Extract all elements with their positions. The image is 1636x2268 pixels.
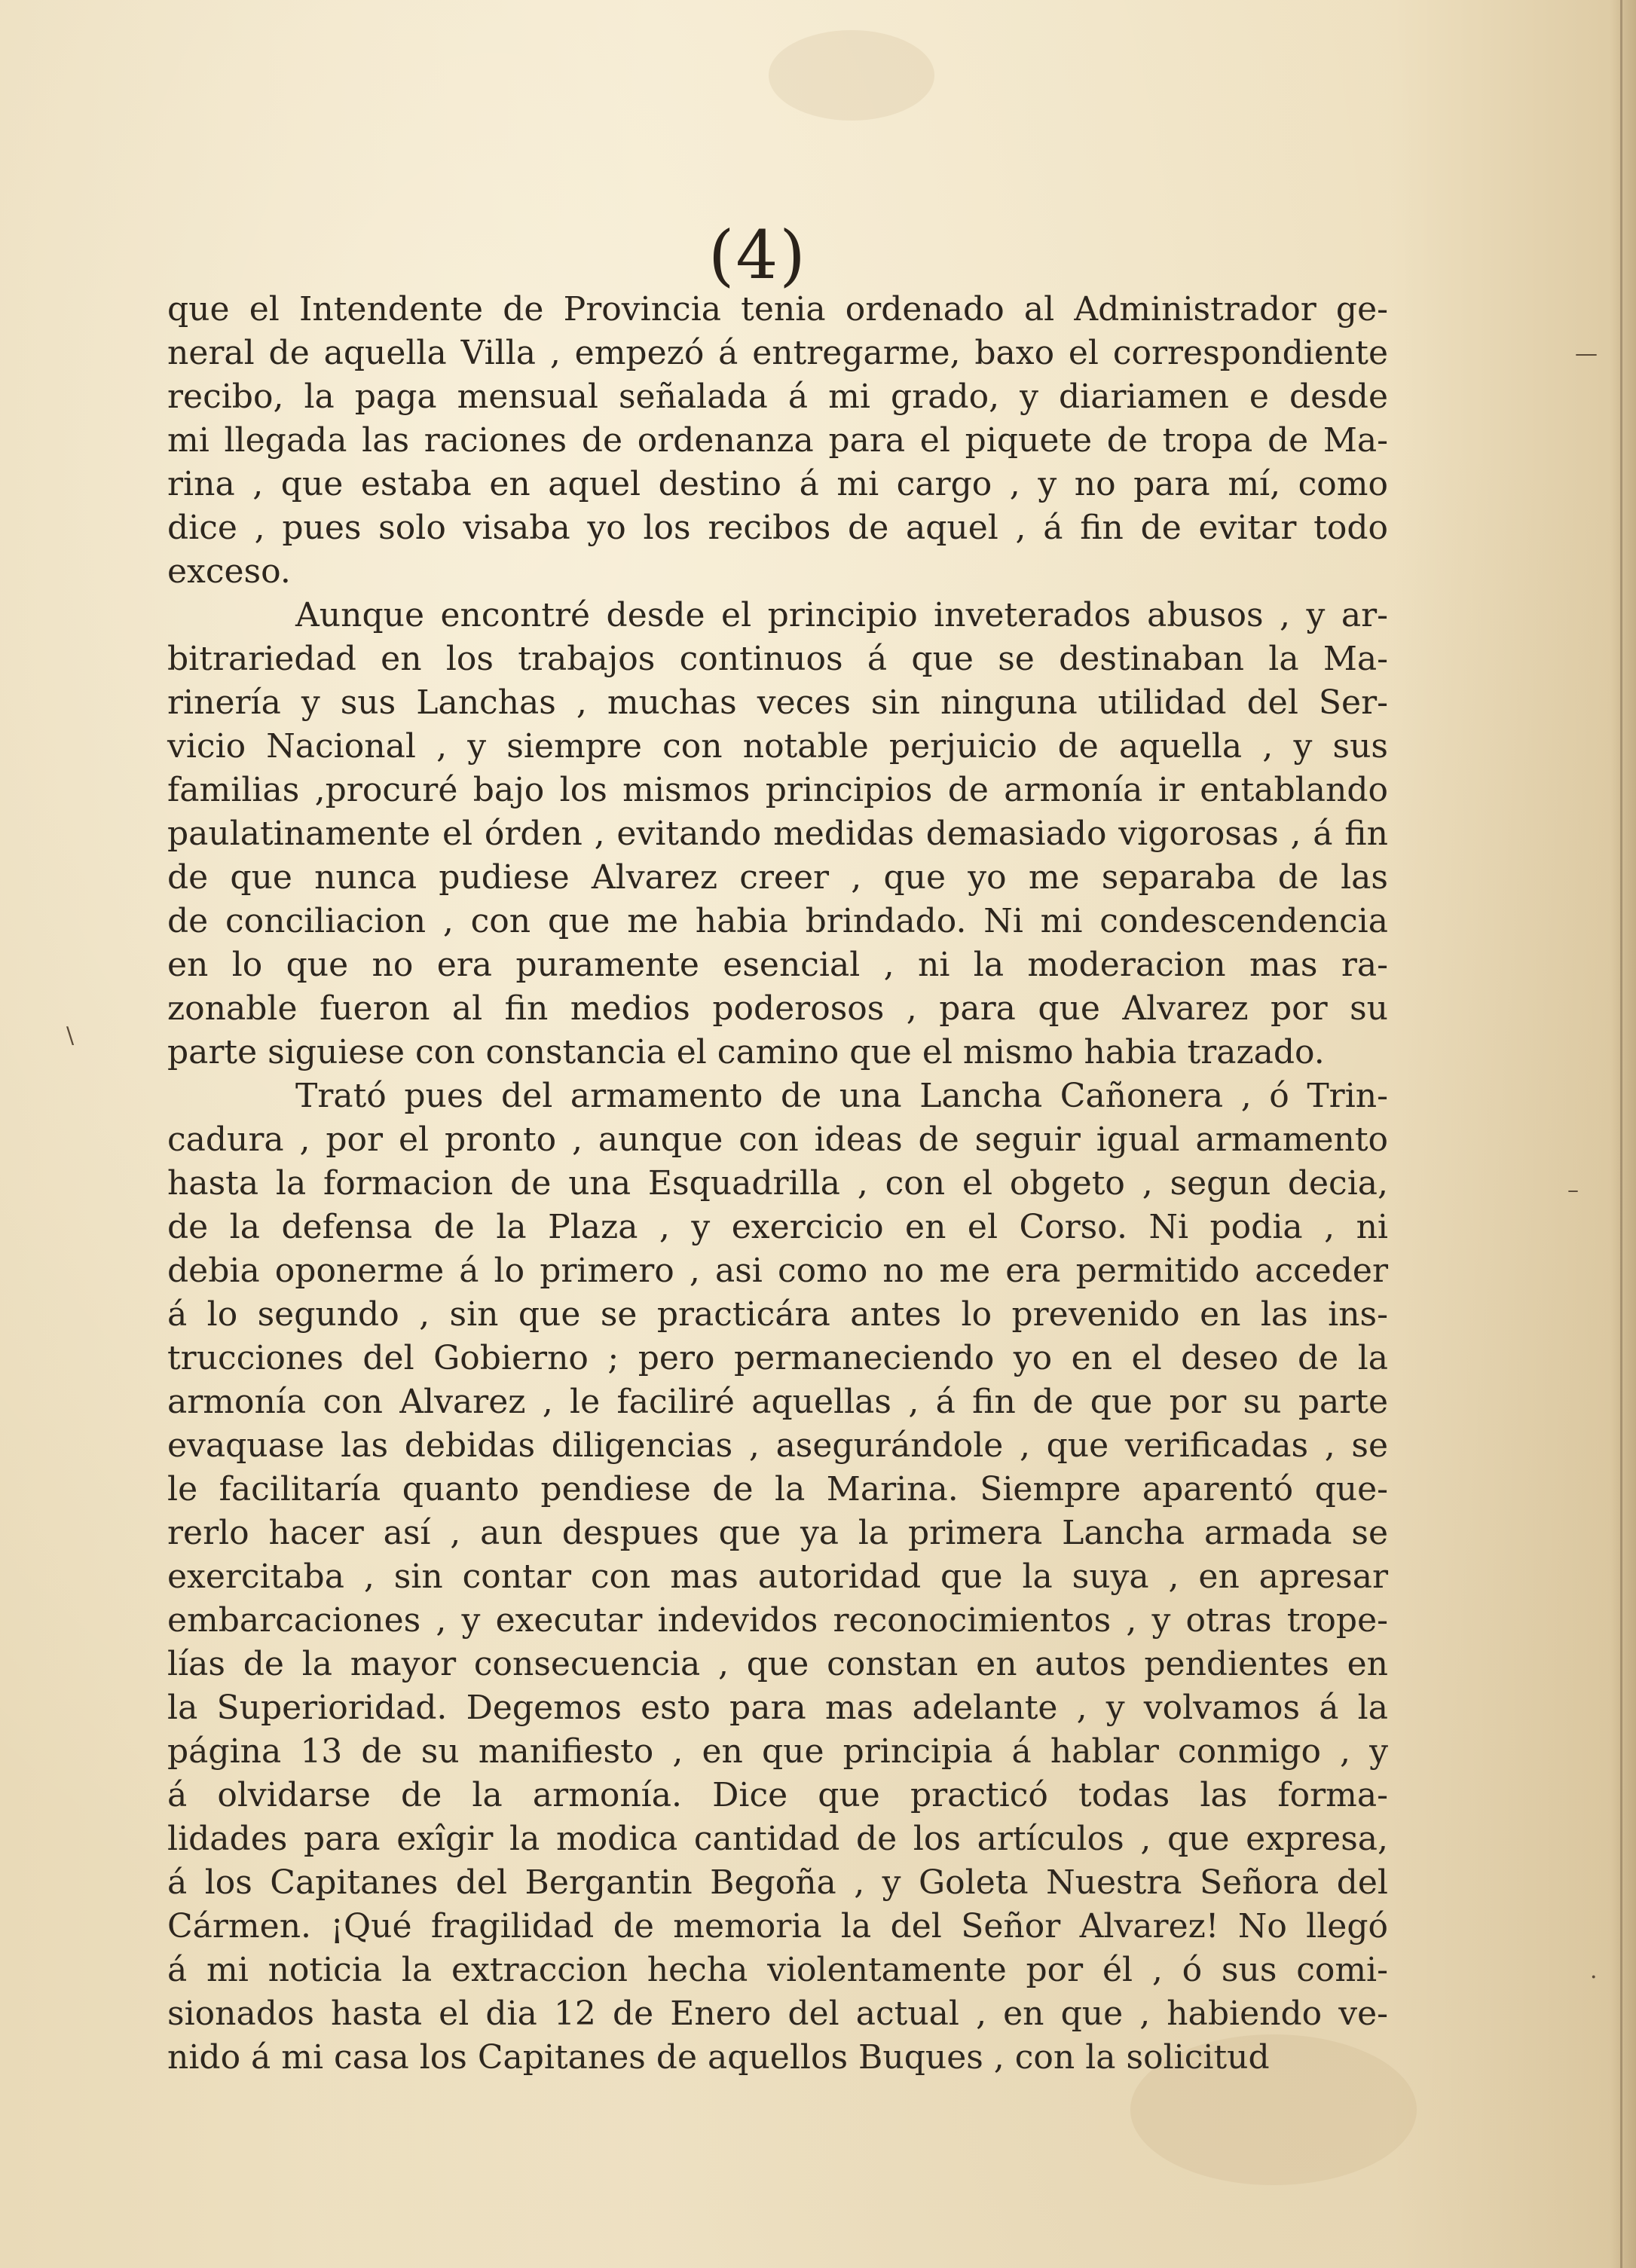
text-line: armonía con Alvarez , le faciliré aquellas , á fin de que por su parte — [167, 1383, 1388, 1421]
text-line: evaquase las debidas diligencias , asegurándole , que verificadas , se — [167, 1426, 1388, 1465]
text-line: de la defensa de la Plaza , y exercicio en el Corso. Ni podia , ni — [167, 1208, 1388, 1246]
text-line: en lo que no era puramente esencial , ni la moderacion mas ra- — [167, 946, 1388, 984]
text-line: parte siguiese con constancia el camino que el mismo habia trazado. — [167, 1033, 1325, 1071]
text-line: bitrariedad en los trabajos continuos á que se destinaban la Ma- — [167, 640, 1388, 678]
margin-mark: — — [1575, 341, 1598, 367]
text-line: hasta la formacion de una Esquadrilla , con el obgeto , segun decia, — [167, 1164, 1388, 1203]
text-line: Aunque encontré desde el principio inveterados abusos , y ar- — [295, 596, 1388, 634]
text-line: cadura , por el pronto , aunque con ideas de seguir igual armamento — [167, 1120, 1388, 1159]
text-line: á los Capitanes del Bergantin Begoña , y Goleta Nuestra Señora del — [167, 1863, 1388, 1902]
text-line: rina , que estaba en aquel destino á mi cargo , y no para mí, como — [167, 465, 1388, 503]
text-line: Trató pues del armamento de una Lancha Cañonera , ó Trin- — [295, 1077, 1388, 1115]
text-line: zonable fueron al fin medios poderosos , para que Alvarez por su — [167, 989, 1388, 1028]
text-line: familias ,procuré bajo los mismos principios de armonía ir entablando — [167, 771, 1388, 809]
page-edge-line — [1620, 0, 1622, 2268]
text-line: vicio Nacional , y siempre con notable perjuicio de aquella , y sus — [167, 727, 1388, 766]
paper-stain — [769, 30, 934, 121]
text-line: lidades para exîgir la modica cantidad de los artículos , que expresa, — [167, 1820, 1388, 1858]
text-line: Cármen. ¡Qué fragilidad de memoria la del Señor Alvarez! No llegó — [167, 1907, 1388, 1946]
text-line: paulatinamente el órden , evitando medidas demasiado vigorosas , á fin — [167, 815, 1388, 853]
text-line: rinería y sus Lanchas , muchas veces sin ninguna utilidad del Ser- — [167, 683, 1388, 722]
page-number: (4) — [708, 216, 807, 294]
text-line: á mi noticia la extraccion hecha violentamente por él , ó sus comi- — [167, 1951, 1388, 1989]
text-line: nido á mi casa los Capitanes de aquellos Buques , con la solicitud — [167, 2038, 1270, 2077]
text-line: exercitaba , sin contar con mas autoridad que la suya , en apresar — [167, 1557, 1388, 1596]
margin-mark: · — [1590, 1964, 1598, 1991]
text-line: á olvidarse de la armonía. Dice que practicó todas las forma- — [167, 1776, 1388, 1814]
text-line: de que nunca pudiese Alvarez creer , que yo me separaba de las — [167, 858, 1388, 897]
page-edge-shadow — [1610, 0, 1636, 2268]
text-line: trucciones del Gobierno ; pero permaneciendo yo en el deseo de la — [167, 1339, 1388, 1377]
text-line: que el Intendente de Provincia tenia ordenado al Administrador ge- — [167, 290, 1388, 329]
text-line: sionados hasta el dia 12 de Enero del actual , en que , habiendo ve- — [167, 1994, 1388, 2033]
margin-mark: – — [1567, 1177, 1579, 1203]
text-line: lías de la mayor consecuencia , que constan en autos pendientes en — [167, 1645, 1388, 1683]
margin-mark: \ — [66, 1022, 75, 1049]
text-line: á lo segundo , sin que se practicára antes lo prevenido en las ins- — [167, 1295, 1388, 1334]
text-line: página 13 de su manifiesto , en que principia á hablar conmigo , y — [167, 1732, 1388, 1771]
text-line: le facilitaría quanto pendiese de la Marina. Siempre aparentó que- — [167, 1470, 1388, 1508]
text-line: exceso. — [167, 552, 291, 591]
text-line: dice , pues solo visaba yo los recibos de aquel , á fin de evitar todo — [167, 509, 1388, 547]
text-line: la Superioridad. Degemos esto para mas adelante , y volvamos á la — [167, 1689, 1388, 1727]
text-line: mi llegada las raciones de ordenanza para el piquete de tropa de Ma- — [167, 421, 1388, 460]
text-line: recibo, la paga mensual señalada á mi grado, y diariamen e desde — [167, 377, 1388, 416]
body-text — [167, 288, 1388, 2080]
text-line: rerlo hacer así , aun despues que ya la primera Lancha armada se — [167, 1514, 1388, 1552]
text-line: embarcaciones , y executar indevidos reconocimientos , y otras trope- — [167, 1601, 1388, 1640]
text-line: de conciliacion , con que me habia brindado. Ni mi condescendencia — [167, 902, 1388, 940]
text-line: debia oponerme á lo primero , asi como no me era permitido acceder — [167, 1252, 1388, 1290]
text-line: neral de aquella Villa , empezó á entregarme, baxo el correspondiente — [167, 334, 1388, 372]
